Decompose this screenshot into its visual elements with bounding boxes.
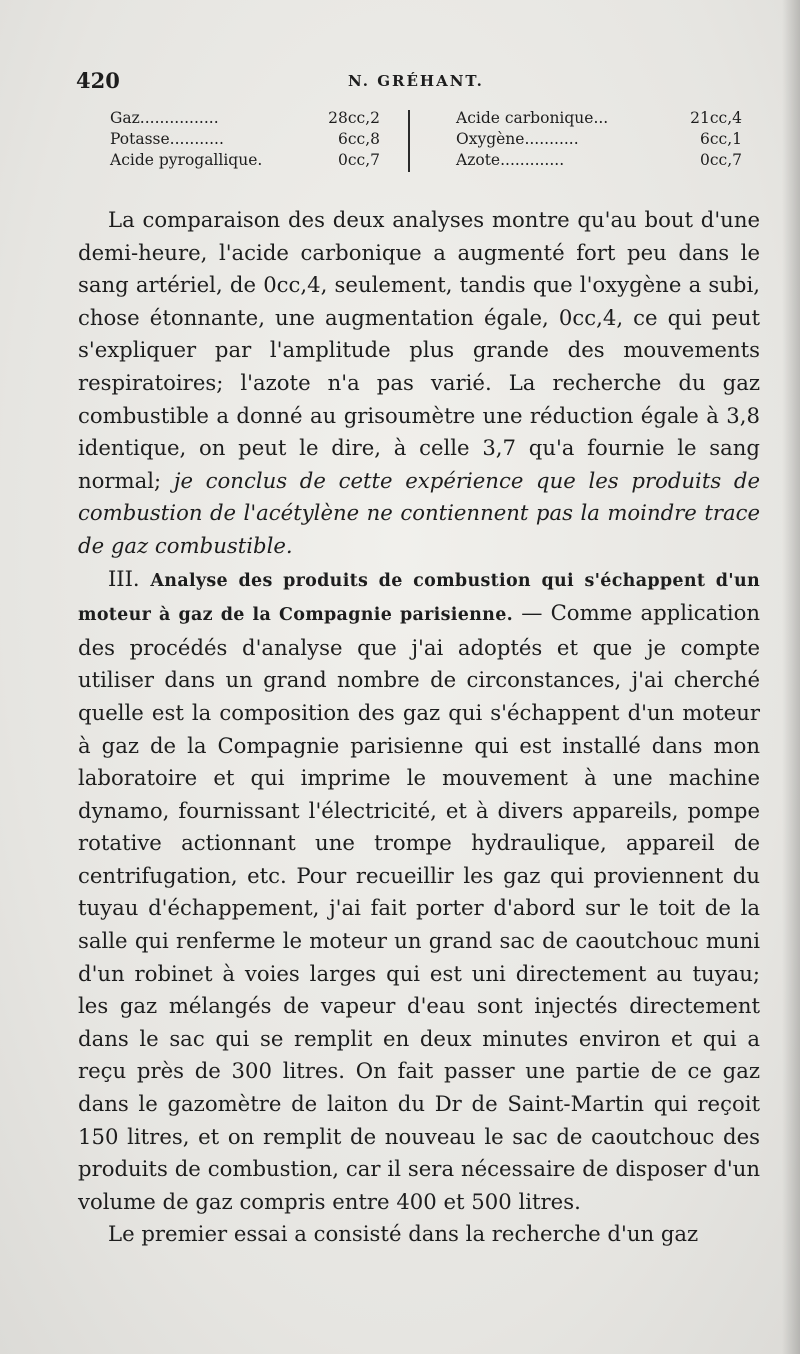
gas-value: 21cc,4 bbox=[690, 109, 742, 127]
gas-table-row bbox=[110, 129, 380, 150]
paragraph-conclusion-italic: je conclus de cette expérience que les produits de combustion de l'acétylène ne contiennent pas la moindre trace de gaz combustible. bbox=[78, 467, 760, 558]
gas-table-row bbox=[456, 150, 742, 171]
section-title: Analyse des produits de combustion qui s'échappent d'un moteur à gaz de la Compagnie parisienne. bbox=[78, 570, 760, 626]
gas-label: Gaz................ bbox=[110, 109, 219, 127]
gas-label: Azote............. bbox=[456, 151, 565, 169]
gas-value: 0cc,7 bbox=[337, 151, 380, 169]
gas-value: 6cc,1 bbox=[699, 130, 742, 148]
gas-label: Acide pyrogallique. bbox=[110, 151, 263, 169]
gas-value: 28cc,2 bbox=[328, 109, 380, 127]
gas-table-row bbox=[110, 108, 380, 129]
gas-label: Acide carbonique... bbox=[456, 109, 609, 127]
gas-table-row bbox=[110, 150, 380, 171]
gas-label: Oxygène........... bbox=[456, 130, 579, 148]
running-head: N. GRÉHANT. bbox=[348, 72, 484, 90]
body-text bbox=[78, 204, 760, 1251]
gas-label: Potasse........... bbox=[110, 130, 224, 148]
gas-table-row bbox=[456, 129, 742, 150]
page-number: 420 bbox=[76, 68, 120, 93]
paragraph-analysis-comparison bbox=[78, 204, 760, 563]
gas-value: 0cc,7 bbox=[699, 151, 742, 169]
paragraph-last bbox=[78, 1218, 760, 1251]
gas-analysis-table bbox=[110, 108, 742, 174]
gas-table-row bbox=[456, 108, 742, 129]
gas-table-divider bbox=[408, 110, 410, 172]
gas-table-right-column bbox=[456, 108, 742, 171]
page-edge-shadow bbox=[782, 0, 800, 1354]
paragraph-text: Le premier essai a consisté dans la recherche d'un gaz bbox=[108, 1221, 699, 1247]
page-header bbox=[76, 68, 766, 102]
section-iii-paragraph bbox=[78, 563, 760, 1219]
paragraph-text: La comparaison des deux analyses montre qu'au bout d'une demi-heure, l'acide carbonique a augmenté fort peu dans le sang artériel, de 0cc,4, seulement, tandis que l'oxygène a subi, chose étonnante, une augmentation égale, 0cc,4, ce qui peut s'expliquer par l'amplitude plus grande des mouvements respiratoires; l'azote n'a pas varié. La recherche du gaz combustible a donné au grisoumètre une réduction égale à 3,8 identique, on peut le dire, à celle 3,7 qu'a fournie le sang normal; bbox=[78, 207, 760, 493]
gas-table-left-column bbox=[110, 108, 380, 171]
section-numeral: III. bbox=[108, 566, 140, 591]
gas-value: 6cc,8 bbox=[337, 130, 380, 148]
section-text: — Comme application des procédés d'analyse que j'ai adoptés et que je compte utiliser dans un grand nombre de circonstances, j'ai cherché quelle est la composition des gaz qui s'échappent d'un moteur à gaz de la Compagnie parisienne qui est installé dans mon laboratoire et qui imprime le mouvement à une machine dynamo, fournissant l'électricité, et à divers appareils, pompe rotative actionnant une trompe hydraulique, appareil de centrifugation, etc. Pour recueillir les gaz qui proviennent du tuyau d'échappement, j'ai fait porter d'abord sur le toit de la salle qui renferme le moteur un grand sac de caoutchouc muni d'un robinet à voies larges qui est uni directement au tuyau; les gaz mélangés de vapeur d'eau sont injectés directement dans le sac qui se remplit en deux minutes environ et qui a reçu près de 300 litres. On fait passer une partie de ce gaz dans le gazomètre de laiton du Dr de Saint-Martin qui reçoit 150 litres, et on remplit de nouveau le sac de caoutchouc des produits de combustion, car il sera nécessaire de disposer d'un volume de gaz compris entre 400 et 500 litres. bbox=[78, 600, 760, 1214]
